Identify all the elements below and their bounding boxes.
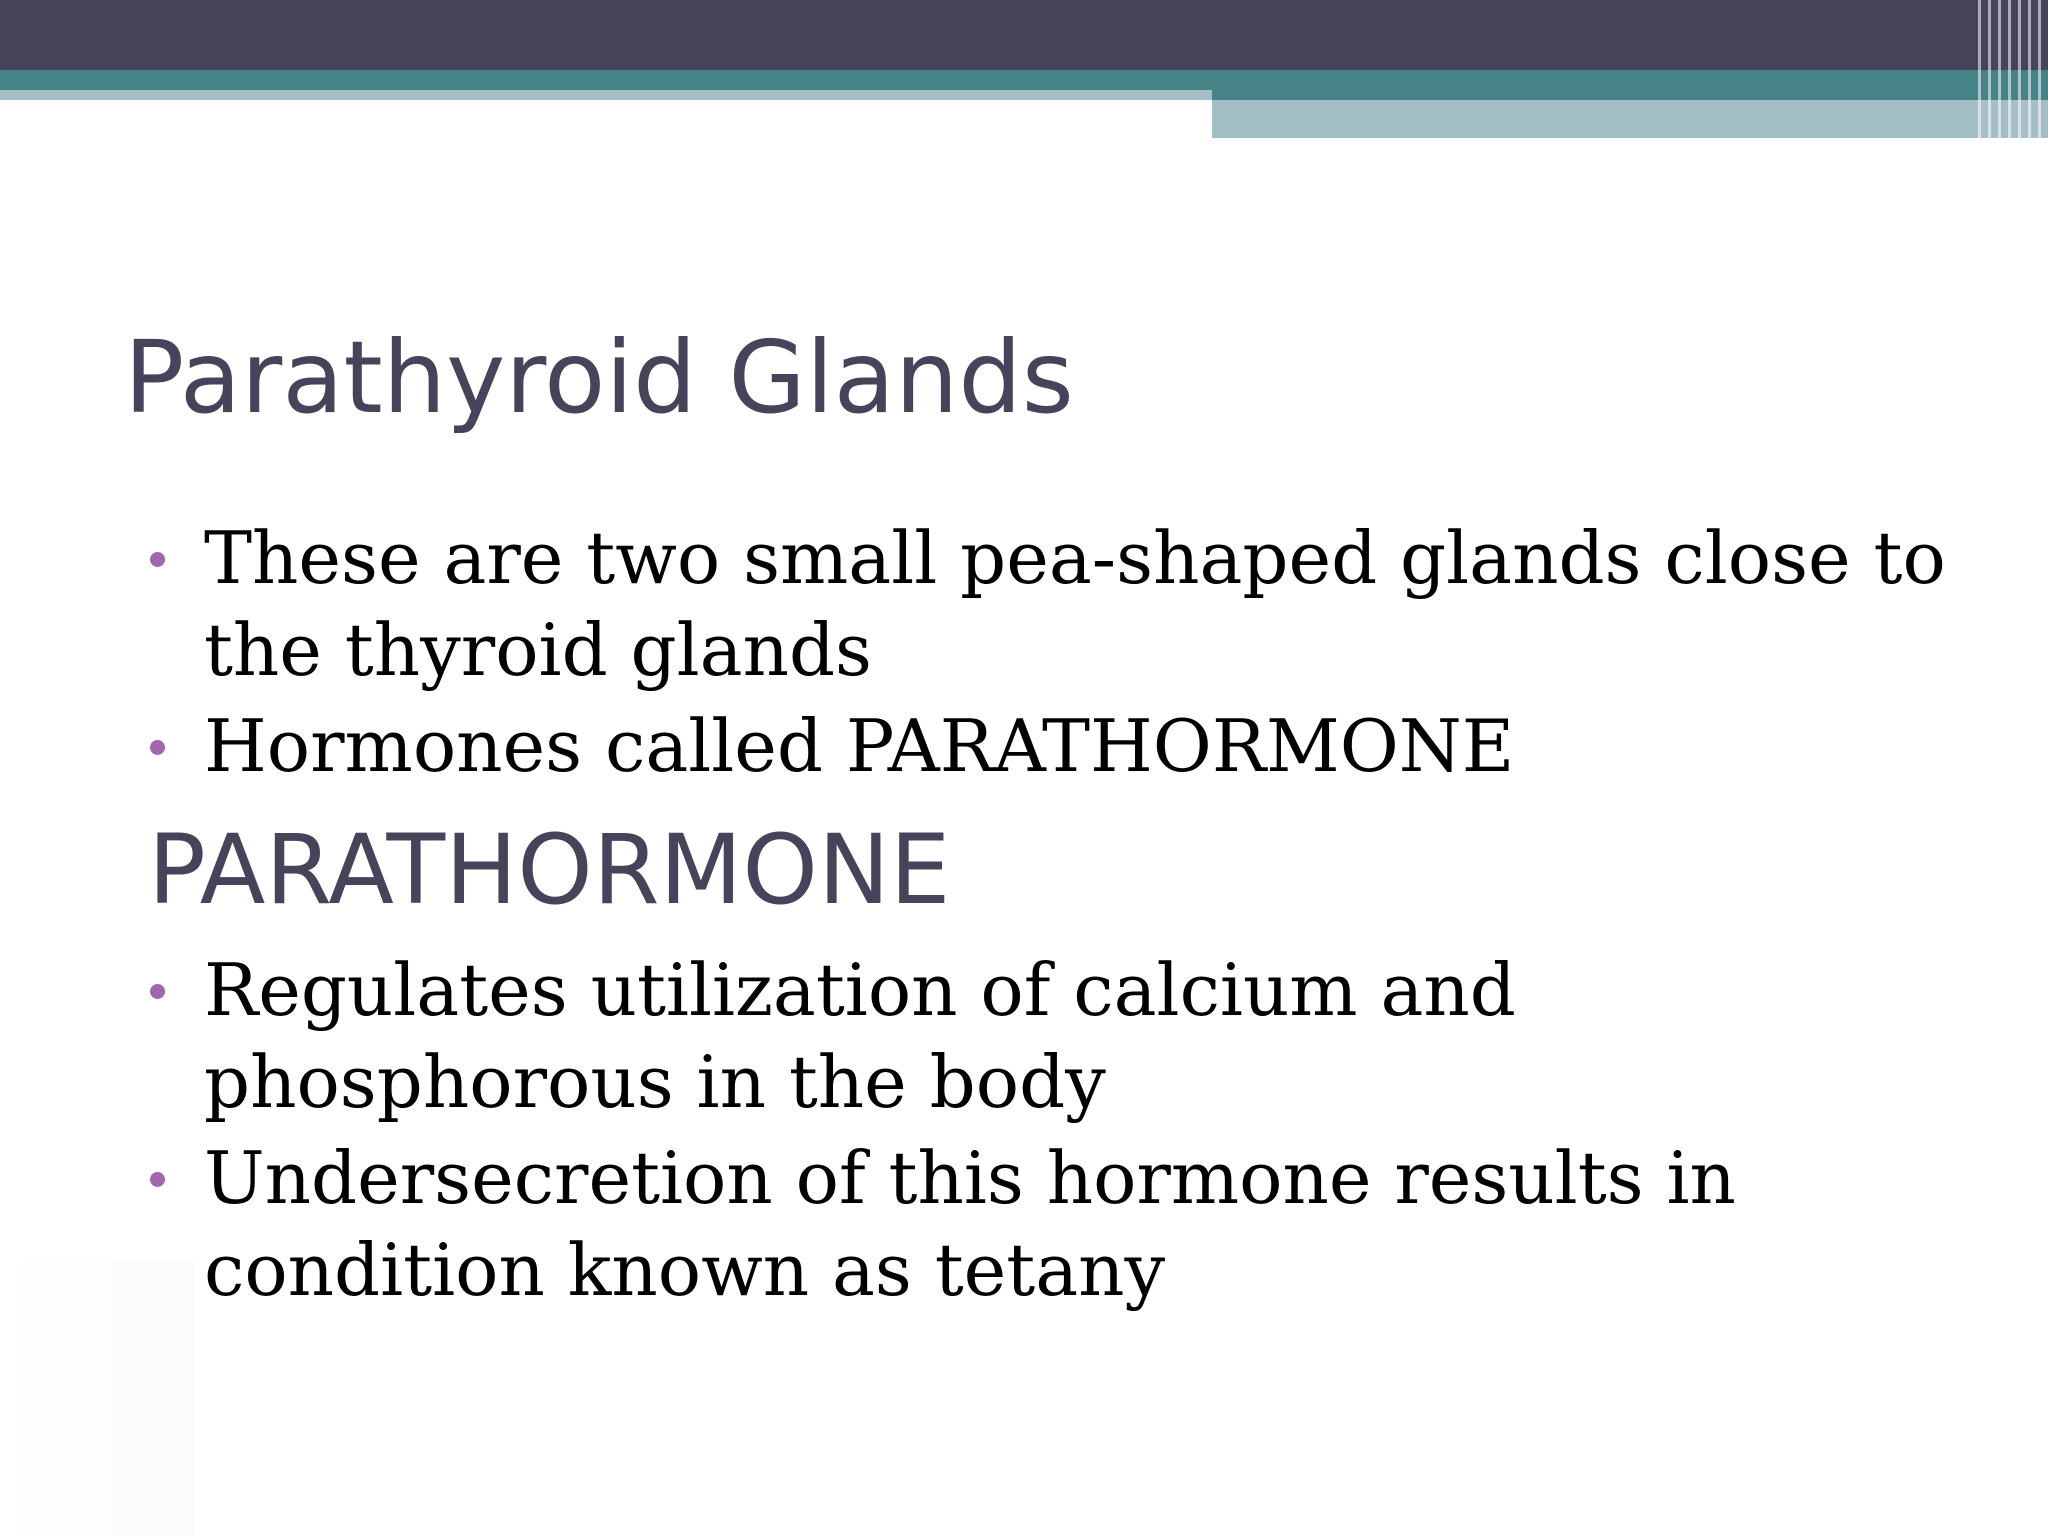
bullet-dot-icon: [150, 1172, 165, 1187]
bullet-text: Regulates utilization of calcium and phosphorous in the body: [204, 948, 1516, 1124]
bullet-dot-icon: [150, 740, 165, 755]
list-item: [148, 512, 1978, 696]
section-heading: PARATHORMONE: [148, 814, 951, 926]
header-band-light-right: [1212, 100, 2048, 138]
list-item: [148, 700, 1978, 792]
header-band-dark: [0, 0, 2048, 70]
bullet-text: These are two small pea-shaped glands close to the thyroid glands: [204, 516, 1946, 692]
header-stripes-decoration: [1978, 0, 2048, 138]
slide-title: Parathyroid Glands: [124, 319, 1074, 436]
intro-bullet-list: [148, 512, 1978, 796]
bullet-text: Undersecretion of this hormone results in condition known as tetany: [204, 1136, 1736, 1312]
list-item: [148, 1132, 1978, 1316]
bullet-dot-icon: [150, 552, 165, 567]
header-band-light-left: [0, 90, 1212, 100]
list-item: [148, 944, 1978, 1128]
bullet-dot-icon: [150, 984, 165, 999]
parathormone-bullet-list: [148, 944, 1978, 1320]
bullet-text: Hormones called PARATHORMONE: [204, 704, 1515, 788]
